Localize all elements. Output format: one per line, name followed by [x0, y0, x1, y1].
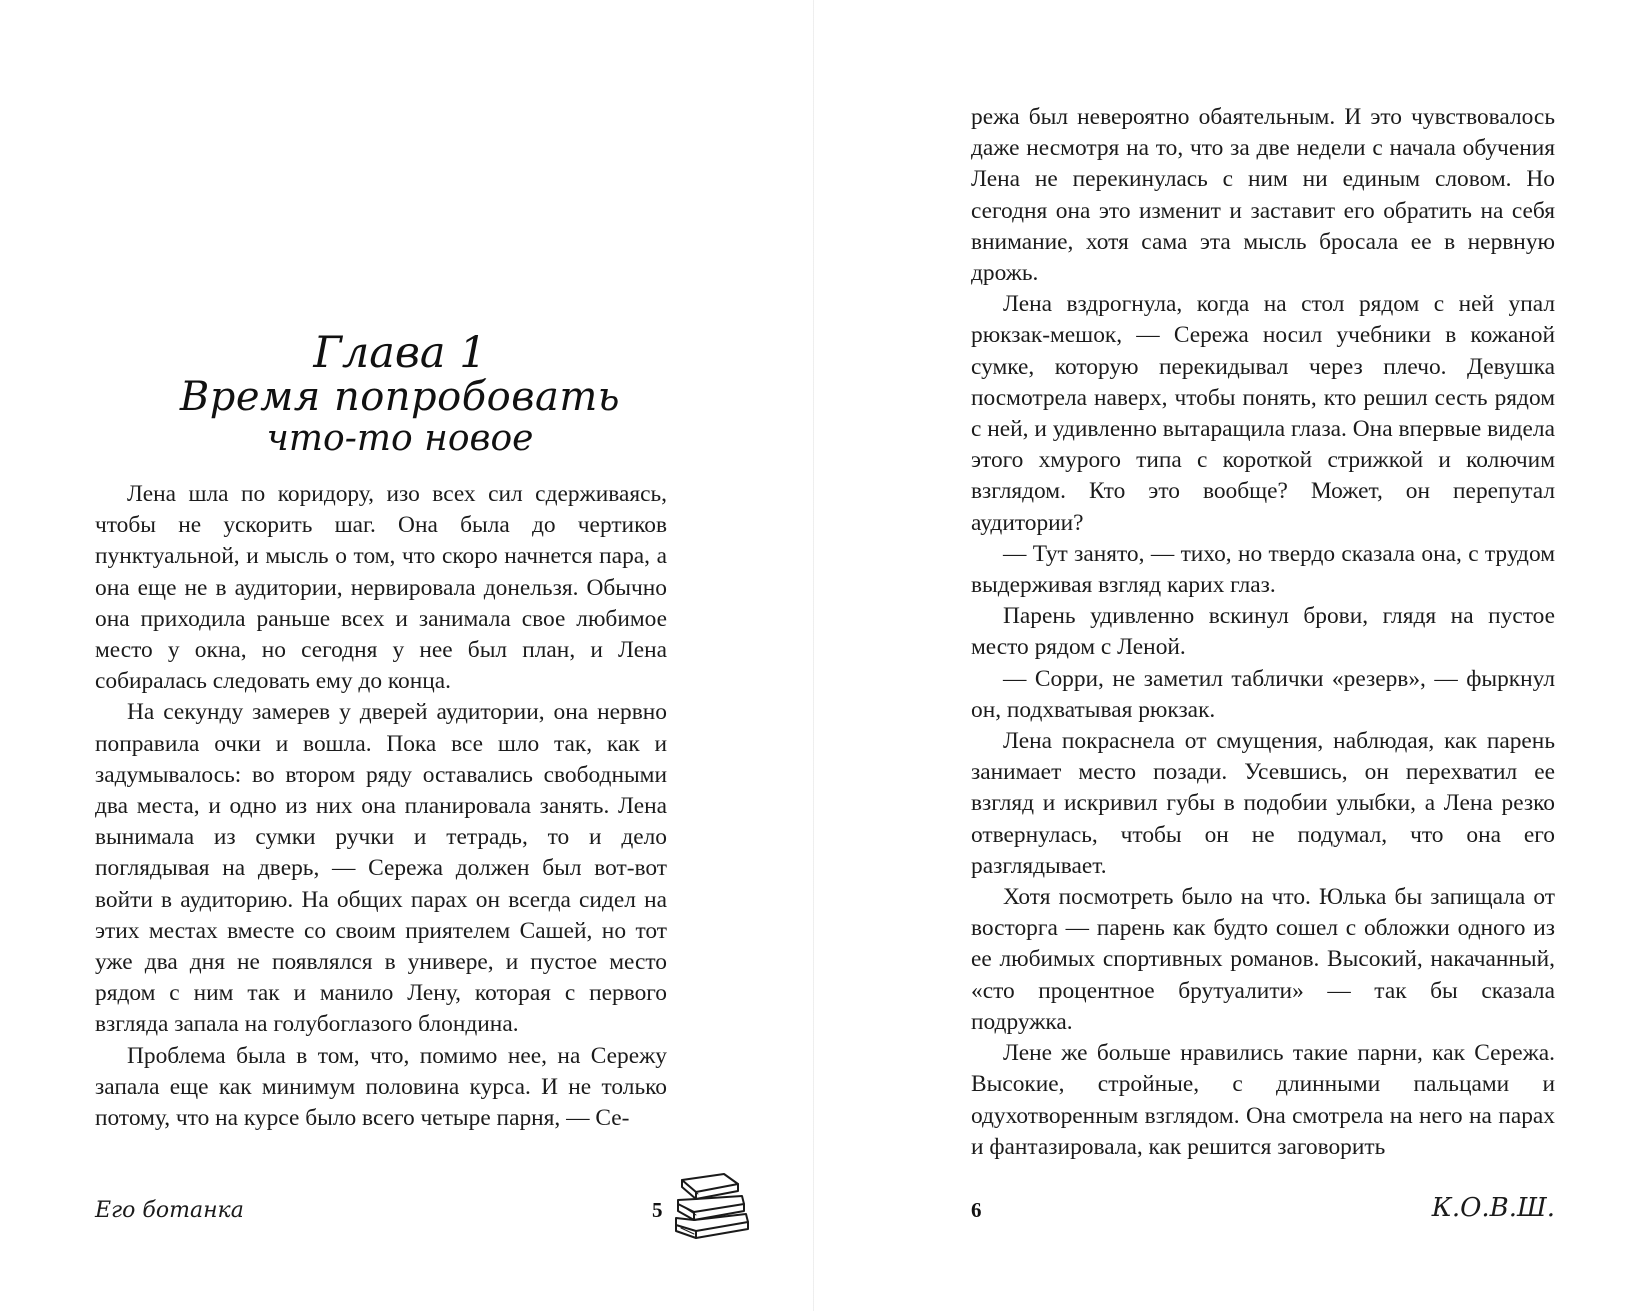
paragraph: — Тут занято, — тихо, но твердо сказала она, с трудом выдерживая взгляд карих глаз.	[971, 540, 1555, 599]
paragraph: Лена вздрогнула, когда на стол рядом с ней упал рюкзак-мешок, — Сережа носил учебники в кожаной сумке, которую перекидывал через плечо. Девушка посмотрела наверх, чтобы понять, кто решил сесть рядом с ней, и удивленно вытаращила глаза. Она впервые видела этого хмурого типа с короткой стрижкой и колючим взглядом. Кто это вообще? Может, он перепутал аудитории?	[971, 291, 1555, 536]
running-footer-series-title: К.О.В.Ш.	[1431, 1193, 1555, 1223]
paragraph: режа был невероятно обаятельным. И это чувствовалось даже несмотря на то, что за две недели с начала обучения Лена не перекинулась с ним ни единым словом. Но сегодня она это изменит и заставит его обратить на себя внимание, хотя сама эта мысль бросала ее в нервную дрожь.	[971, 104, 1555, 287]
paragraph: Лена шла по коридору, изо всех сил сдерживаясь, чтобы не ускорить шаг. Она была до чертиков пунктуальной, и мысль о том, что скоро начнется пара, а она еще не в аудитории, нервировала донельзя. Обычно она приходила раньше всех и занимала свое любимое место у окна, но сегодня у нее был план, и Лена собиралась следовать ему до конца.	[95, 481, 667, 695]
paragraph: Парень удивленно вскинул брови, глядя на пустое место рядом с Леной.	[971, 603, 1555, 661]
page-number: 6	[971, 1198, 982, 1222]
chapter-title-line-2: что-то новое	[266, 417, 534, 459]
running-footer-book-title: Его ботанка	[95, 1198, 244, 1223]
right-page	[814, 0, 1628, 1311]
paragraph: На секунду замерев у дверей аудитории, она нервно поправила очки и вошла. Пока все шло так, как и задумывалось: во втором ряду оставались свободными два места, и одно из них она планировала занять. Лена вынимала из сумки ручки и тетрадь, то и дело поглядывая на дверь, — Сережа должен был вот-вот войти в аудиторию. На общих парах он всегда сидел на этих местах вместе со своим приятелем Сашей, но тот уже два дня не появлялся в универе, и пустое место рядом с ним так и манило Лену, которая с первого взгляда запала на голубоглазого блондина.	[95, 699, 667, 1038]
page-number: 5	[652, 1198, 663, 1222]
chapter-number: Глава 1	[313, 328, 487, 378]
paragraph: Лене же больше нравились такие парни, как Сережа. Высокие, стройные, с длинными пальцами и одухотворенным взглядом. Она смотрела на него на парах и фантазировала, как решится заговорить	[971, 1040, 1555, 1160]
paragraph: — Сорри, не заметил таблички «резерв», — фыркнул он, подхватывая рюкзак.	[971, 665, 1555, 723]
left-page-body	[95, 479, 667, 1134]
books-stack-icon	[672, 1170, 752, 1240]
paragraph: Проблема была в том, что, помимо нее, на Сережу запала еще как минимум половина курса. И не только потому, что на курсе было всего четыре парня, — Се-	[95, 1042, 667, 1132]
chapter-title-line-1: Время попробовать	[179, 374, 621, 421]
right-page-body	[971, 102, 1555, 1163]
paragraph: Хотя посмотреть было на что. Юлька бы запищала от восторга — парень как будто сошел с обложки одного из ее любимых спортивных романов. Высокий, накачанный, «сто процентное брутуалити» — так бы сказала подружка.	[971, 884, 1555, 1035]
chapter-heading	[120, 330, 680, 459]
paragraph: Лена покраснела от смущения, наблюдая, как парень занимает место позади. Усевшись, он перехватил ее взгляд и искривил губы в подобии улыбки, а Лена резко отвернулась, чтобы он не подумал, что она его разглядывает.	[971, 728, 1555, 879]
